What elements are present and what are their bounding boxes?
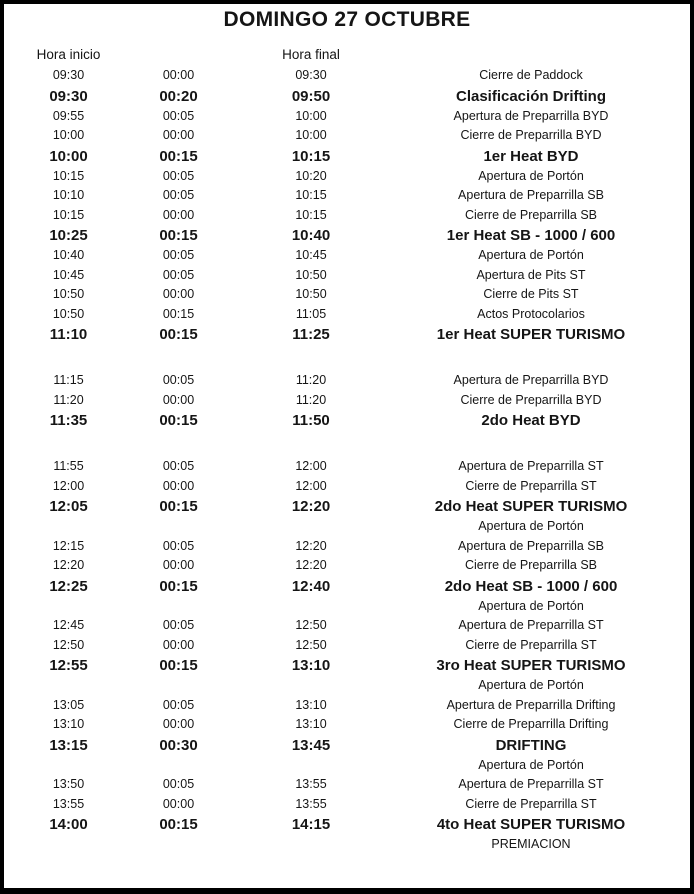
event-name-cell: PREMIACION: [491, 837, 571, 851]
end-time-cell: 10:45: [295, 248, 327, 262]
duration-cell: 00:15: [159, 498, 198, 515]
event-name-cell: 1er Heat SB - 1000 / 600: [446, 227, 616, 244]
table-row: [4, 186, 690, 206]
event-name-cell: Apertura de Preparrilla ST: [458, 459, 604, 473]
table-row: [4, 616, 690, 636]
start-time-cell: 12:05: [49, 498, 88, 515]
event-name-cell: Apertura de Portón: [478, 519, 584, 533]
start-time-cell: 12:15: [52, 538, 85, 553]
event-name-cell: Apertura de Preparrilla BYD: [453, 108, 609, 123]
duration-cell: 00:00: [162, 392, 195, 407]
end-time-cell: 09:50: [291, 87, 331, 105]
table-row: [4, 285, 690, 305]
duration-cell: 00:20: [159, 87, 198, 105]
start-time-cell: 10:15: [52, 207, 85, 222]
start-time-cell: 10:50: [52, 287, 85, 301]
start-time-cell: 11:55: [53, 459, 84, 473]
duration-cell: 00:05: [162, 538, 195, 553]
duration-cell: 00:00: [162, 558, 195, 572]
start-time-cell: 10:25: [49, 227, 88, 244]
event-name-cell: Apertura de Preparrilla Drifting: [446, 697, 616, 712]
end-time-cell: 10:15: [295, 188, 327, 202]
table-row: [4, 324, 690, 345]
end-time-cell: 10:50: [295, 287, 327, 301]
start-time-cell: 10:50: [52, 306, 85, 321]
event-name-cell: 3ro Heat SUPER TURISMO: [436, 657, 626, 674]
end-time-cell: 10:15: [291, 147, 331, 165]
event-name-cell: Cierre de Preparrilla SB: [465, 207, 597, 222]
table-row: [4, 715, 690, 735]
event-name-cell: Apertura de Preparrilla ST: [458, 618, 604, 632]
duration-cell: 00:05: [162, 168, 195, 183]
table-row: [4, 496, 690, 517]
start-time-cell: 13:10: [52, 717, 85, 731]
table-row: [4, 655, 690, 676]
table-row: [4, 756, 690, 776]
event-name-cell: Apertura de Portón: [478, 757, 584, 772]
table-row: [4, 206, 690, 226]
start-time-cell: 09:30: [49, 87, 88, 105]
event-name-cell: Apertura de Portón: [478, 248, 584, 262]
table-row: [4, 246, 690, 266]
end-time-cell: 10:50: [295, 267, 327, 282]
end-time-cell: 09:30: [295, 68, 327, 82]
event-name-cell: Apertura de Preparrilla SB: [458, 188, 604, 202]
schedule-table: [4, 66, 690, 855]
table-row: [4, 814, 690, 835]
table-row: [4, 146, 690, 167]
event-name-cell: 2do Heat SB - 1000 / 600: [444, 577, 618, 595]
end-time-cell: 13:10: [295, 697, 327, 712]
table-row: [4, 537, 690, 557]
table-row: [4, 86, 690, 107]
end-time-cell: 12:40: [291, 577, 331, 595]
table-row: [4, 597, 690, 617]
start-time-cell: 12:55: [49, 657, 88, 674]
duration-cell: 00:15: [159, 657, 198, 674]
start-time-cell: 10:45: [52, 267, 85, 282]
start-time-cell: 10:10: [52, 188, 85, 202]
event-name-cell: Actos Protocolarios: [477, 306, 585, 321]
end-time-cell: 12:20: [295, 538, 327, 553]
event-name-cell: Apertura de Preparrilla SB: [458, 538, 604, 553]
table-row: [4, 576, 690, 597]
start-time-cell: 13:55: [52, 796, 85, 811]
end-time-cell: 12:20: [291, 498, 331, 515]
table-row: [4, 107, 690, 127]
duration-cell: 00:05: [162, 777, 195, 791]
start-time-cell: 10:00: [52, 128, 85, 142]
table-row: [4, 636, 690, 656]
end-time-cell: 10:00: [295, 128, 327, 142]
event-name-cell: 2do Heat BYD: [481, 412, 581, 429]
duration-cell: 00:05: [162, 108, 195, 123]
table-row: [4, 167, 690, 187]
duration-cell: 00:00: [162, 128, 195, 142]
duration-cell: 00:00: [162, 717, 195, 731]
start-time-cell: 12:25: [49, 577, 88, 595]
start-time-cell: 14:00: [49, 816, 88, 833]
event-name-cell: 1er Heat SUPER TURISMO: [436, 326, 626, 343]
section-gap: [4, 345, 690, 371]
table-row: [4, 835, 690, 855]
event-name-cell: Clasificación Drifting: [455, 87, 607, 105]
start-time-cell: 13:15: [49, 736, 88, 754]
start-time-cell: 09:30: [52, 68, 85, 82]
duration-cell: 00:00: [162, 478, 195, 493]
duration-cell: 00:00: [162, 68, 195, 82]
start-time-cell: 11:10: [49, 326, 88, 343]
event-name-cell: Apertura de Portón: [478, 598, 584, 613]
end-time-cell: 10:15: [295, 207, 327, 222]
duration-cell: 00:05: [162, 618, 195, 632]
end-time-cell: 13:55: [295, 796, 327, 811]
duration-cell: 00:05: [162, 188, 195, 202]
table-row: [4, 477, 690, 497]
start-time-cell: 13:05: [52, 697, 85, 712]
duration-cell: 00:05: [162, 373, 195, 387]
end-time-cell: 12:20: [295, 558, 327, 572]
duration-cell: 00:00: [162, 637, 195, 652]
end-time-cell: 12:00: [295, 478, 327, 493]
end-time-cell: 12:50: [295, 618, 327, 632]
end-time-cell: 10:00: [295, 108, 327, 123]
event-name-cell: Cierre de Preparrilla SB: [465, 558, 597, 572]
event-name-cell: DRIFTING: [495, 736, 567, 754]
event-name-cell: Cierre de Preparrilla Drifting: [453, 717, 609, 731]
duration-cell: 00:30: [159, 736, 198, 754]
start-time-cell: 12:50: [52, 637, 85, 652]
section-gap: [4, 431, 690, 457]
table-row: [4, 795, 690, 815]
page-title: DOMINGO 27 OCTUBRE: [223, 8, 471, 31]
duration-cell: 00:15: [159, 577, 198, 595]
start-time-cell: 12:45: [52, 618, 85, 632]
event-name-cell: 4to Heat SUPER TURISMO: [436, 816, 626, 833]
col-header-hora-final: Hora final: [282, 47, 340, 62]
event-name-cell: Cierre de Preparrilla BYD: [460, 128, 602, 142]
table-row: [4, 696, 690, 716]
column-headers: [4, 46, 690, 64]
end-time-cell: 14:15: [291, 816, 331, 833]
end-time-cell: 10:40: [291, 227, 331, 244]
end-time-cell: 10:20: [295, 168, 327, 183]
table-row: [4, 266, 690, 286]
event-name-cell: Cierre de Preparrilla BYD: [460, 392, 602, 407]
table-row: [4, 225, 690, 246]
duration-cell: 00:15: [162, 306, 195, 321]
end-time-cell: 11:20: [295, 373, 327, 387]
end-time-cell: 12:00: [295, 459, 327, 473]
duration-cell: 00:00: [162, 287, 195, 301]
table-row: [4, 775, 690, 795]
duration-cell: 00:00: [162, 796, 195, 811]
end-time-cell: 12:50: [295, 637, 327, 652]
event-name-cell: Cierre de Paddock: [479, 68, 583, 82]
table-row: [4, 305, 690, 325]
event-name-cell: Apertura de Preparrilla BYD: [453, 373, 609, 387]
start-time-cell: 11:15: [53, 373, 84, 387]
start-time-cell: 11:35: [49, 412, 88, 429]
table-row: [4, 371, 690, 391]
start-time-cell: 13:50: [52, 777, 85, 791]
end-time-cell: 13:45: [291, 736, 331, 754]
duration-cell: 00:05: [162, 248, 195, 262]
duration-cell: 00:15: [159, 412, 198, 429]
table-row: [4, 391, 690, 411]
event-name-cell: Cierre de Preparrilla ST: [465, 796, 597, 811]
end-time-cell: 13:10: [295, 717, 327, 731]
start-time-cell: 10:40: [52, 248, 85, 262]
duration-cell: 00:15: [159, 326, 198, 343]
duration-cell: 00:15: [159, 816, 198, 833]
duration-cell: 00:05: [162, 459, 195, 473]
start-time-cell: 12:00: [52, 478, 85, 493]
table-row: [4, 517, 690, 537]
event-name-cell: Apertura de Portón: [478, 678, 584, 692]
event-name-cell: 1er Heat BYD: [483, 147, 579, 165]
end-time-cell: 13:10: [291, 657, 331, 674]
table-row: [4, 556, 690, 576]
table-row: [4, 735, 690, 756]
event-name-cell: Apertura de Portón: [478, 168, 584, 183]
event-name-cell: Apertura de Pits ST: [476, 267, 586, 282]
start-time-cell: 12:20: [52, 558, 85, 572]
event-name-cell: Cierre de Preparrilla ST: [465, 637, 597, 652]
event-name-cell: Cierre de Pits ST: [483, 287, 579, 301]
start-time-cell: 10:15: [52, 168, 85, 183]
end-time-cell: 11:25: [292, 326, 330, 343]
end-time-cell: 11:05: [295, 306, 327, 321]
table-row: [4, 66, 690, 86]
duration-cell: 00:05: [162, 267, 195, 282]
col-header-hora-inicio: Hora inicio: [36, 47, 101, 62]
end-time-cell: 11:20: [295, 392, 327, 407]
table-row: [4, 676, 690, 696]
event-name-cell: Cierre de Preparrilla ST: [465, 478, 597, 493]
table-row: [4, 126, 690, 146]
table-row: [4, 410, 690, 431]
table-row: [4, 457, 690, 477]
start-time-cell: 11:20: [53, 392, 84, 407]
start-time-cell: 10:00: [49, 147, 88, 165]
duration-cell: 00:05: [162, 697, 195, 712]
duration-cell: 00:15: [159, 147, 198, 165]
duration-cell: 00:15: [159, 227, 198, 244]
event-name-cell: 2do Heat SUPER TURISMO: [434, 498, 628, 515]
event-name-cell: Apertura de Preparrilla ST: [458, 777, 604, 791]
duration-cell: 00:00: [162, 207, 195, 222]
end-time-cell: 11:50: [292, 412, 330, 429]
start-time-cell: 09:55: [52, 108, 85, 123]
end-time-cell: 13:55: [295, 777, 327, 791]
